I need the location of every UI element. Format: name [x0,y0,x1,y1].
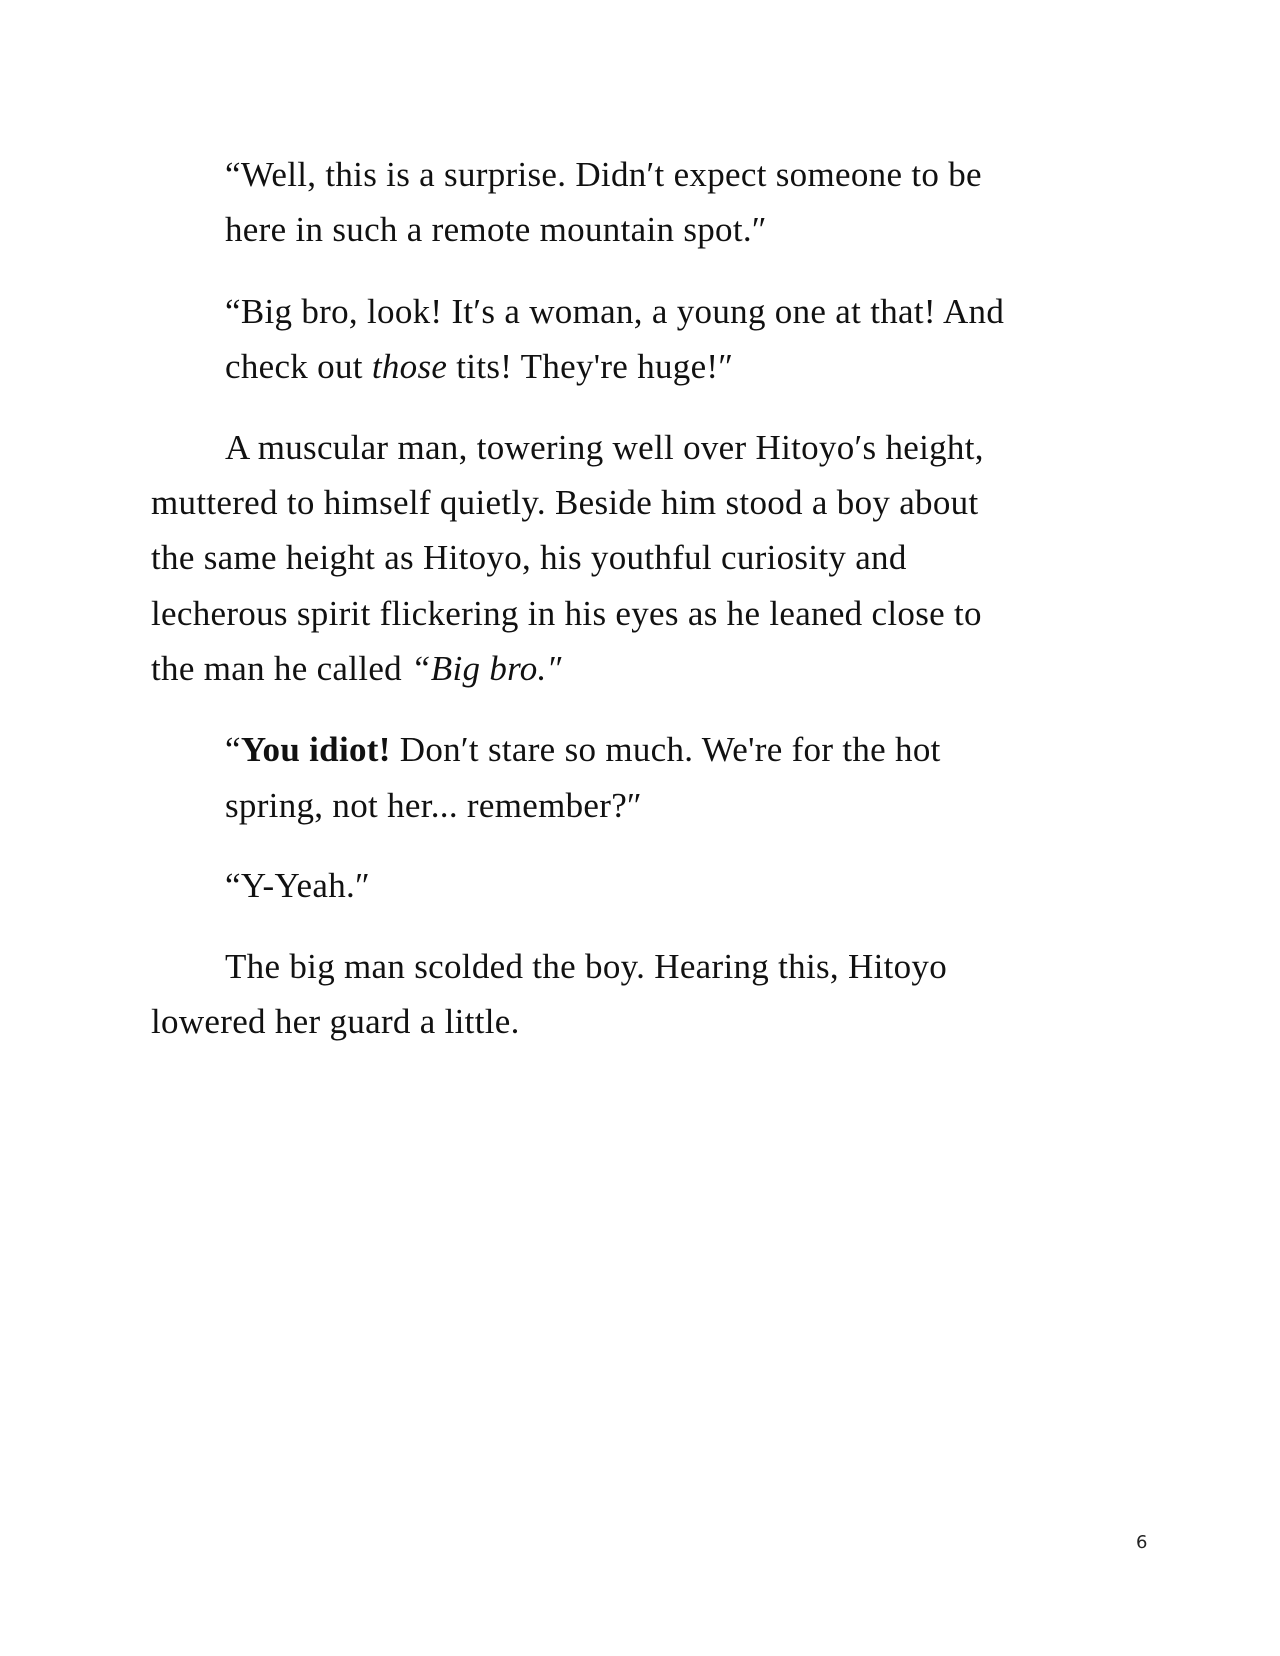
text-segment: the man he called [151,649,412,688]
italic-text: “Big bro.″ [411,649,562,688]
text-line [151,649,561,689]
bold-text: You idiot! [240,730,391,769]
text-line [225,347,733,387]
italic-text: those [371,347,448,386]
text-line: The big man scolded the boy. Hearing this, Hitoyo [225,947,948,986]
text-line: here in such a remote mountain spot.″ [225,210,767,249]
text-line: A muscular man, towering well over Hitoyo′s height, [225,428,984,467]
text-line: lecherous spirit flickering in his eyes as he leaned close to [151,594,982,633]
text-line: lowered her guard a little. [151,1002,520,1041]
text-line: “Big bro, look! It′s a woman, a young one at that! And [225,292,1005,331]
text-segment: Don′t stare so much. We're for the hot [390,730,941,769]
text-segment: “ [225,730,241,769]
text-line: “Y-Yeah.″ [225,866,370,905]
text-line [225,730,941,770]
page-number: 6 [1136,1532,1148,1553]
text-segment: tits! They're huge!″ [447,347,734,386]
text-line: muttered to himself quietly. Beside him stood a boy about [151,483,979,522]
text-line: the same height as Hitoyo, his youthful curiosity and [151,538,907,577]
text-line: “Well, this is a surprise. Didn′t expect someone to be [225,155,982,194]
text-line: spring, not her... remember?″ [225,786,642,825]
text-segment: check out [225,347,372,386]
